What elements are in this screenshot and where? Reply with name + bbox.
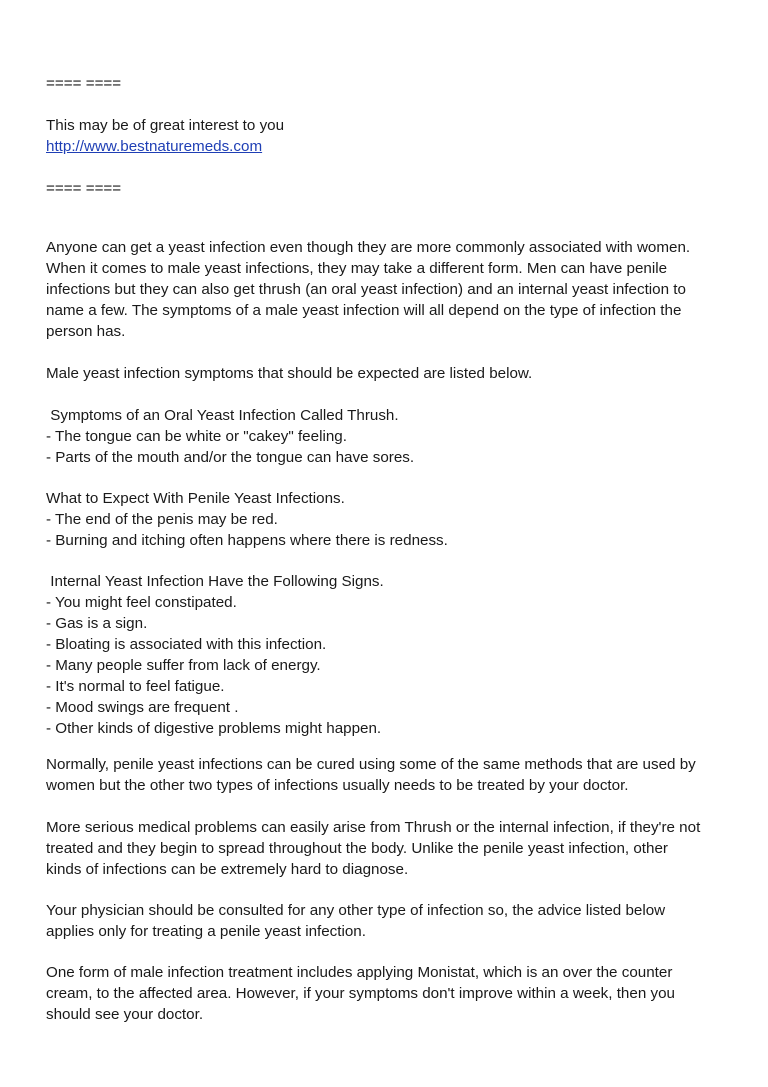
separator-top: ==== ==== (46, 75, 122, 92)
oral-item: - Parts of the mouth and/or the tongue can have sores. (46, 449, 415, 466)
serious-line: kinds of infections can be extremely hard to diagnose. (46, 861, 409, 878)
intro-line: name a few. The symptoms of a male yeast infection will all depend on the type of infection the (46, 302, 682, 319)
separator-bottom: ==== ==== (46, 180, 122, 197)
promo-link[interactable]: http://www.bestnaturemeds.com (46, 138, 263, 155)
internal-item: - Many people suffer from lack of energy. (46, 657, 321, 674)
internal-item: - It's normal to feel fatigue. (46, 678, 225, 695)
internal-item: - You might feel constipated. (46, 594, 237, 611)
internal-heading: Internal Yeast Infection Have the Following Signs. (46, 573, 384, 590)
internal-item: - Mood swings are frequent . (46, 699, 239, 716)
monistat-line: should see your doctor. (46, 1006, 204, 1023)
internal-item: - Bloating is associated with this infection. (46, 636, 327, 653)
penile-item: - The end of the penis may be red. (46, 511, 278, 528)
monistat-line: cream, to the affected area. However, if your symptoms don't improve within a week, then you (46, 985, 675, 1002)
penile-item: - Burning and itching often happens where there is redness. (46, 532, 448, 549)
physician-paragraph (46, 900, 736, 942)
cured-paragraph (46, 754, 736, 796)
serious-line: treated and they begin to spread throughout the body. Unlike the penile yeast infection, other (46, 840, 668, 857)
physician-line: applies only for treating a penile yeast infection. (46, 923, 366, 940)
intro-line: Anyone can get a yeast infection even though they are more commonly associated with women. (46, 239, 691, 256)
internal-item: - Other kinds of digestive problems might happen. (46, 720, 382, 737)
intro-line: infections but they can also get thrush (an oral yeast infection) and an internal yeast infection to (46, 281, 686, 298)
listed-below-text: Male yeast infection symptoms that should be expected are listed below. (46, 365, 533, 382)
intro-line: When it comes to male yeast infections, they may take a different form. Men can have penile (46, 260, 668, 277)
listed-below-paragraph (46, 363, 736, 384)
separator-bottom-block (46, 178, 736, 199)
physician-line: Your physician should be consulted for any other type of infection so, the advice listed below (46, 902, 666, 919)
oral-item: - The tongue can be white or "cakey" feeling. (46, 428, 347, 445)
oral-section (46, 405, 736, 468)
cured-line: Normally, penile yeast infections can be cured using some of the same methods that are used by (46, 756, 696, 773)
penile-section (46, 488, 736, 551)
monistat-paragraph (46, 962, 736, 1025)
serious-line: More serious medical problems can easily arise from Thrush or the internal infection, if they're not (46, 819, 701, 836)
intro-line: person has. (46, 323, 126, 340)
internal-item: - Gas is a sign. (46, 615, 148, 632)
oral-heading: Symptoms of an Oral Yeast Infection Called Thrush. (46, 407, 399, 424)
internal-section (46, 571, 736, 739)
cured-line: women but the other two types of infections usually needs to be treated by your doctor. (46, 777, 629, 794)
monistat-line: One form of male infection treatment includes applying Monistat, which is an over the counter (46, 964, 673, 981)
header-block (46, 73, 736, 94)
intro-paragraph (46, 237, 736, 342)
serious-paragraph (46, 817, 736, 880)
penile-heading: What to Expect With Penile Yeast Infections. (46, 490, 345, 507)
promo-text: This may be of great interest to you (46, 117, 285, 134)
promo-block (46, 115, 736, 157)
